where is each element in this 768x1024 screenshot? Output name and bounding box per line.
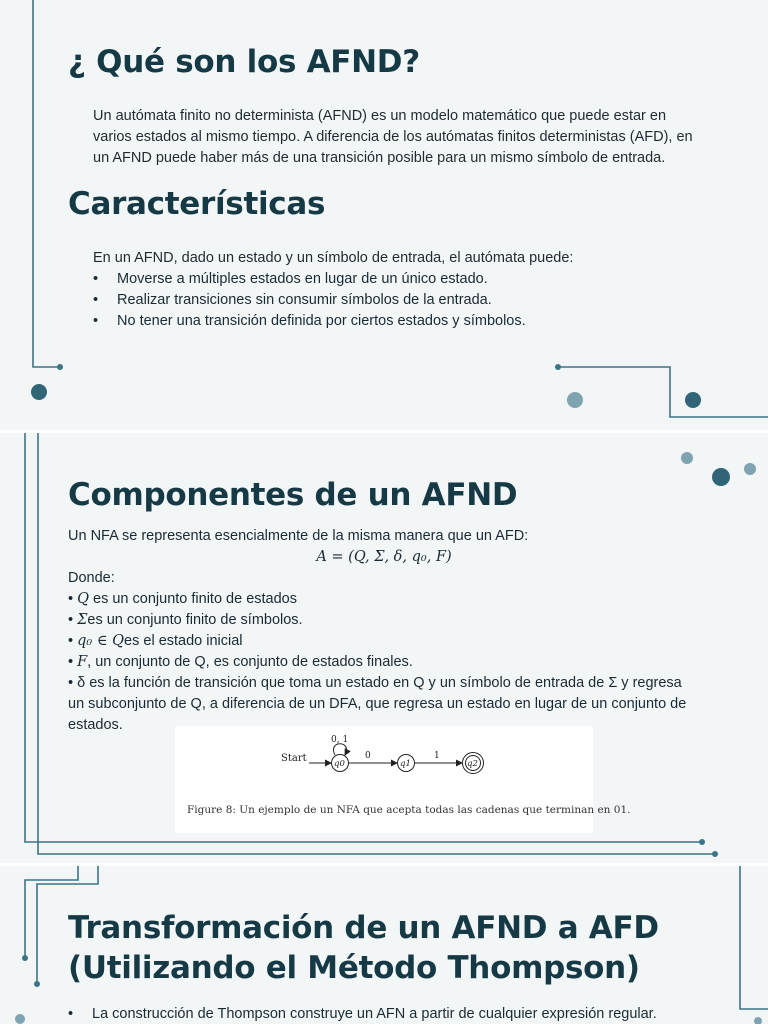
deco-dot <box>754 1017 762 1024</box>
state-label: q0 <box>334 759 345 769</box>
component-item-final-states <box>68 652 413 673</box>
nfa-example-figure <box>175 726 631 833</box>
nfa-diagram <box>175 726 593 796</box>
start-label: Start <box>281 753 307 764</box>
delta-line: un subconjunto de Q, a diferencia de un DFA, que regresa un estado en lugar de un conjunto de <box>68 696 687 712</box>
component-symbol: Q <box>77 591 89 607</box>
title-line: Transformación de un AFND a AFD <box>68 910 659 946</box>
deco-dot <box>744 463 756 475</box>
delta-line: estados. <box>68 717 123 733</box>
component-item-initial-state <box>68 631 243 652</box>
component-symbol: F <box>77 654 88 670</box>
intro-line: Un autómata finito no determinista (AFND) es un modelo matemático que puede estar en <box>93 108 667 124</box>
list-item: • Realizar transiciones sin consumir símbolos de la entrada. <box>93 290 526 311</box>
deco-dot <box>567 392 583 408</box>
slide1-subtitle: Características <box>68 186 326 222</box>
self-loop-arrow <box>333 744 346 755</box>
slide1-intro-paragraph <box>93 106 693 169</box>
edge-label: 0 <box>365 751 371 761</box>
component-text: es un conjunto finito de estados <box>89 591 297 607</box>
tuple-formula: A = (Q, Σ, δ, q₀, F) <box>316 549 452 565</box>
edge-label: 1 <box>434 751 440 761</box>
component-item-alphabet <box>68 610 303 631</box>
list-item: • La construcción de Thompson construye un AFN a partir de cualquier expresión regular. <box>68 1004 657 1024</box>
slide-afnd-components <box>0 433 768 863</box>
bullet: • <box>68 612 74 628</box>
component-symbol: Σ <box>77 612 88 628</box>
thompson-list <box>68 1004 657 1024</box>
bullet: • <box>68 633 74 649</box>
deco-dot <box>31 384 47 400</box>
slide-afnd-to-afd <box>0 866 768 1024</box>
title-line: (Utilizando el Método Thompson) <box>68 950 640 986</box>
intro-line: varios estados al mismo tiempo. A diferencia de los autómatas finitos deterministas (AFD), en <box>93 129 693 145</box>
intro-line: un AFND puede haber más de una transición posible para un mismo símbolo de entrada. <box>93 150 666 166</box>
component-text: , un conjunto de Q, es conjunto de estados finales. <box>87 654 413 670</box>
state-label: q1 <box>400 759 411 769</box>
bullet: • <box>68 654 74 670</box>
delta-line: • δ es la función de transición que toma un estado en Q y un símbolo de entrada de Σ y regresa <box>68 675 682 691</box>
component-text: es el estado inicial <box>124 633 243 649</box>
characteristics-lead: En un AFND, dado un estado y un símbolo de entrada, el autómata puede: <box>93 250 574 266</box>
list-item: • Moverse a múltiples estados en lugar de un único estado. <box>93 269 526 290</box>
component-item-states <box>68 589 297 610</box>
figure-caption: Figure 8: Un ejemplo de un NFA que acepta todas las cadenas que terminan en 01. <box>187 804 631 816</box>
component-symbol: q₀ ∈ Q <box>77 633 125 649</box>
deco-dot <box>681 452 693 464</box>
list-item: • No tener una transición definida por ciertos estados y símbolos. <box>93 311 526 332</box>
components-intro: Un NFA se representa esencialmente de la misma manera que un AFD: <box>68 528 529 544</box>
slide3-title <box>68 908 659 988</box>
donde-label: Donde: <box>68 570 115 586</box>
characteristics-list <box>93 269 526 332</box>
deco-dot <box>712 468 730 486</box>
bullet: • <box>68 591 74 607</box>
slide2-title: Componentes de un AFND <box>68 477 518 513</box>
component-text: es un conjunto finito de símbolos. <box>87 612 303 628</box>
loop-label: 0, 1 <box>331 735 349 745</box>
slide1-title: ¿ Qué son los AFND? <box>68 44 420 80</box>
deco-dot <box>685 392 701 408</box>
slide-what-are-afnd <box>0 0 768 430</box>
state-label: q2 <box>467 759 478 769</box>
deco-dot <box>15 1014 25 1024</box>
